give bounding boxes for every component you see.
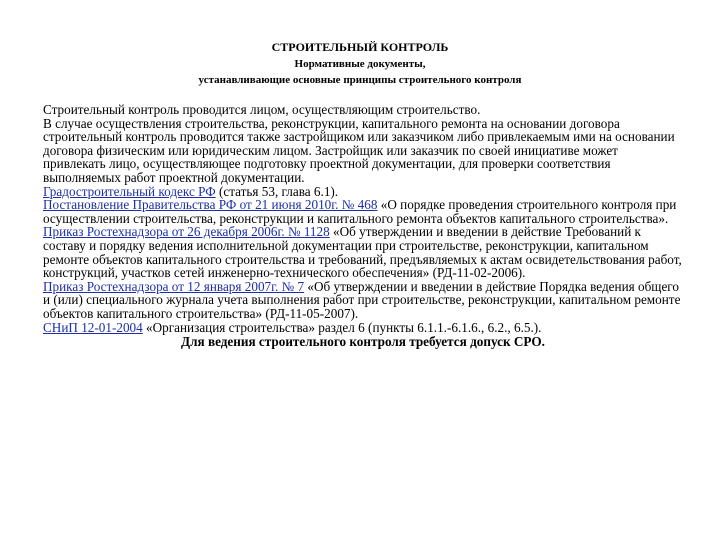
doc-link-prikaz-7[interactable]: Приказ Ростехнадзора от 12 января 2007г. № 7 [43, 278, 305, 294]
doc-item [43, 198, 683, 225]
doc-item [43, 321, 683, 335]
subtitle-line-1: Нормативные документы, [294, 58, 426, 70]
intro-paragraph: В случае осуществления строительства, реконструкции, капитального ремонта на основании договора строительный контроль проводится также застройщиком или заказчиком либо привлекаемым ими на основании договора физическим или юридическим лицом. Застройщик или заказчик по своей инициативе может привлекать лицо, осуществляющее подготовку проектной документации, для проверки соответствия выполняемых работ проектной документации. [43, 115, 675, 185]
doc-link-gradostroitelny-kodeks[interactable]: Градостроительный кодекс РФ [43, 183, 216, 199]
doc-item-text: (статья 53, глава 6.1). [215, 183, 339, 199]
header [0, 38, 720, 88]
doc-item-text: «Организация строительства» раздел 6 (пункты 6.1.1.-6.1.6., 6.2., 6.5.). [142, 319, 542, 335]
doc-item-text: «Об утверждении и введении в действие Требований к составу и порядку ведения исполнительной документации при строительстве, реконструкции, капитальном ремонте объектов капитального строительства и требований, предъявляемых к актам освидетельствования работ, конструкций, участков сетей инженерно-технического обеспечения» (РД-11-02-2006). [43, 224, 682, 281]
doc-item [43, 280, 683, 321]
doc-item-text: «О порядке проведения строительного контроля при осуществлении строительства, реконструкции и капитального ремонта объектов капитального строительства». [43, 197, 677, 226]
intro-line: Строительный контроль проводится лицом, осуществляющим строительство. [43, 102, 481, 117]
footer-note: Для ведения строительного контроля требуется допуск СРО. [181, 334, 545, 350]
content-body [43, 103, 683, 349]
doc-link-snip-12-01-2004[interactable]: СНиП 12-01-2004 [43, 319, 143, 335]
doc-item [43, 225, 683, 279]
doc-item [43, 185, 683, 199]
doc-link-prikaz-1128[interactable]: Приказ Ростехнадзора от 26 декабря 2006г. № 1128 [43, 224, 330, 240]
doc-link-postanovlenie-468[interactable]: Постановление Правительства РФ от 21 июня 2010г. № 468 [43, 197, 378, 213]
page-title: СТРОИТЕЛЬНЫЙ КОНТРОЛЬ [271, 40, 449, 54]
subtitle-line-2: устанавливающие основные принципы строительного контроля [198, 74, 522, 86]
doc-item-text: «Об утверждении и введении в действие Порядка ведения общего и (или) специального журнала учета выполнения работ при строительстве, реконструкции, капитальном ремонте объектов капитального строительства» (РД-11-05-2007). [43, 278, 681, 321]
